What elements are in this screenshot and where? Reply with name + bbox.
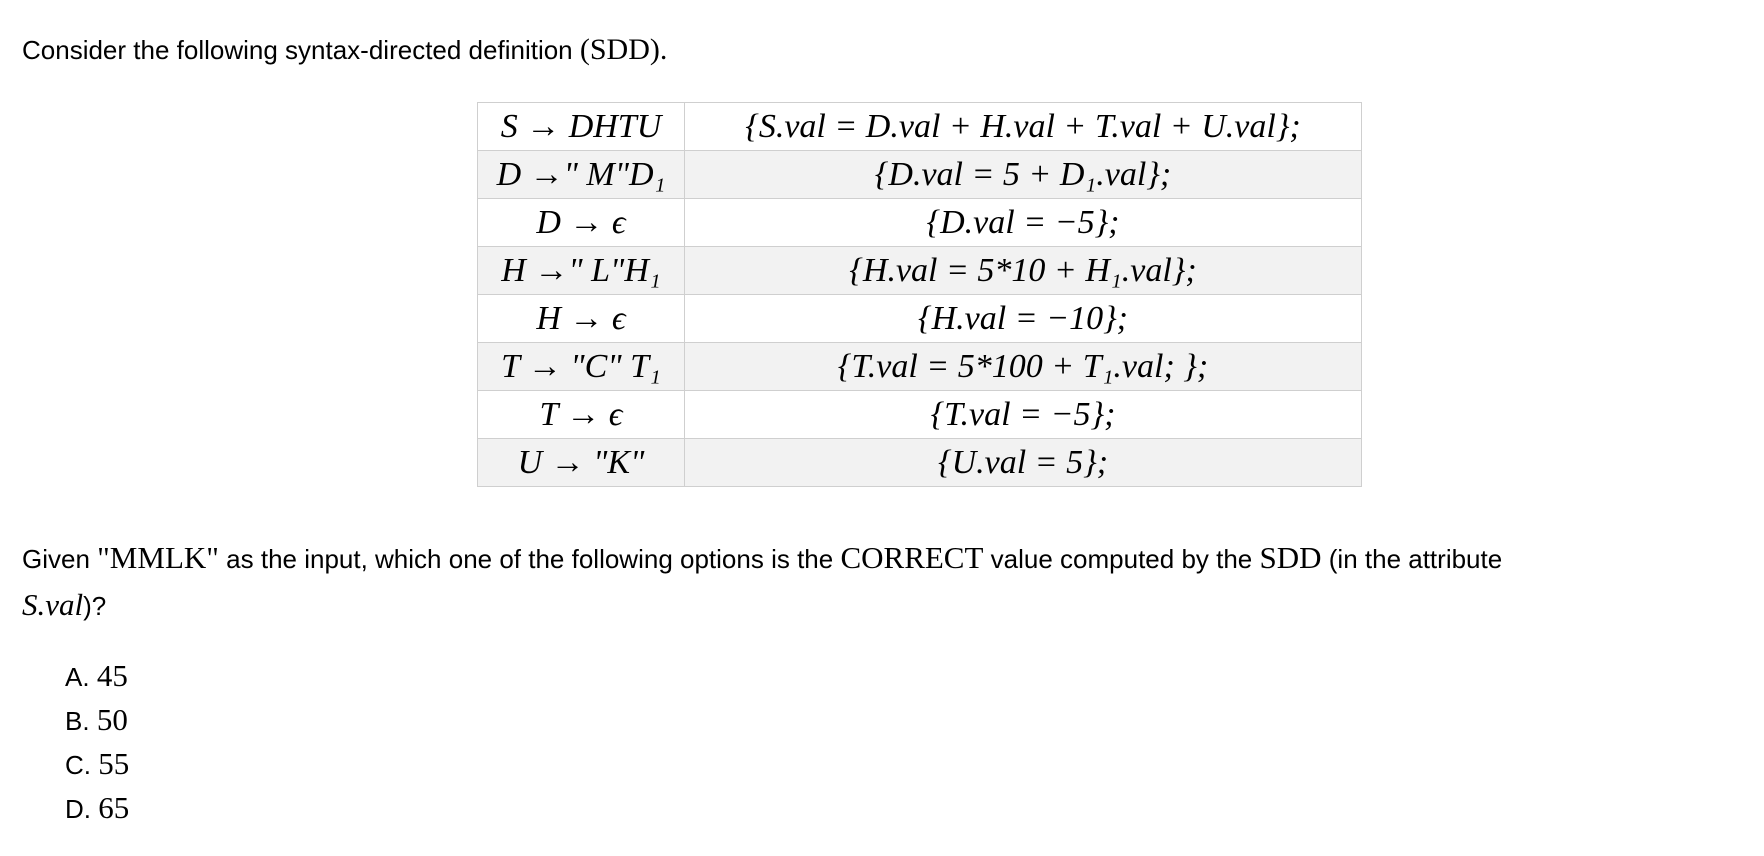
option-letter: C.	[65, 750, 91, 780]
option-letter: D.	[65, 794, 91, 824]
option-value: 45	[96, 658, 128, 693]
table-row	[478, 391, 1362, 439]
question-part-5: )?	[83, 591, 107, 621]
table-row	[478, 439, 1362, 487]
option-a[interactable]	[65, 654, 129, 698]
sdd-table-body	[478, 103, 1362, 487]
semantic-rule-cell: {H.val = 5*10 + H₁.val};	[685, 247, 1362, 295]
semantic-rule-cell: {T.val = 5*100 + T₁.val; };	[685, 343, 1362, 391]
production-cell: S → DHTU	[478, 103, 685, 151]
question-correct-word: CORRECT	[840, 540, 984, 575]
production-cell: H → ϵ	[478, 295, 685, 343]
table-row	[478, 247, 1362, 295]
question-part-2: as the input, which one of the following options is the	[226, 544, 834, 574]
production-cell: T → ϵ	[478, 391, 685, 439]
table-row	[478, 343, 1362, 391]
production-cell: D →" M"D₁	[478, 151, 685, 199]
production-cell: D → ϵ	[478, 199, 685, 247]
semantic-rule-cell: {S.val = D.val + H.val + T.val + U.val};	[685, 103, 1362, 151]
semantic-rule-cell: {H.val = −10};	[685, 295, 1362, 343]
option-b[interactable]	[65, 698, 129, 742]
option-value: 65	[98, 790, 130, 825]
answer-options	[65, 654, 129, 830]
table-row	[478, 295, 1362, 343]
production-cell: H →" L"H₁	[478, 247, 685, 295]
intro-label: Consider the following syntax-directed definition	[22, 35, 573, 65]
table-row	[478, 151, 1362, 199]
production-cell: U → "K"	[478, 439, 685, 487]
option-d[interactable]	[65, 786, 129, 830]
production-cell: T → "C" T₁	[478, 343, 685, 391]
table-row	[478, 103, 1362, 151]
option-c[interactable]	[65, 742, 129, 786]
table-row	[478, 199, 1362, 247]
question-attribute: S.val	[22, 587, 84, 622]
question-part-1: Given	[22, 544, 90, 574]
intro-text	[22, 30, 667, 70]
question-input-string: "MMLK"	[97, 540, 219, 575]
question-part-3: value computed by the	[990, 544, 1253, 574]
question-sdd-word: SDD	[1259, 540, 1322, 575]
question-part-4: (in the attribute	[1328, 544, 1503, 574]
semantic-rule-cell: {U.val = 5};	[685, 439, 1362, 487]
semantic-rule-cell: {D.val = 5 + D₁.val};	[685, 151, 1362, 199]
sdd-table	[477, 102, 1362, 487]
option-value: 55	[98, 746, 130, 781]
question-text	[22, 535, 1764, 629]
option-letter: A.	[65, 662, 90, 692]
semantic-rule-cell: {T.val = −5};	[685, 391, 1362, 439]
semantic-rule-cell: {D.val = −5};	[685, 199, 1362, 247]
intro-sdd-math: (SDD).	[579, 33, 668, 66]
option-letter: B.	[65, 706, 90, 736]
option-value: 50	[96, 702, 128, 737]
